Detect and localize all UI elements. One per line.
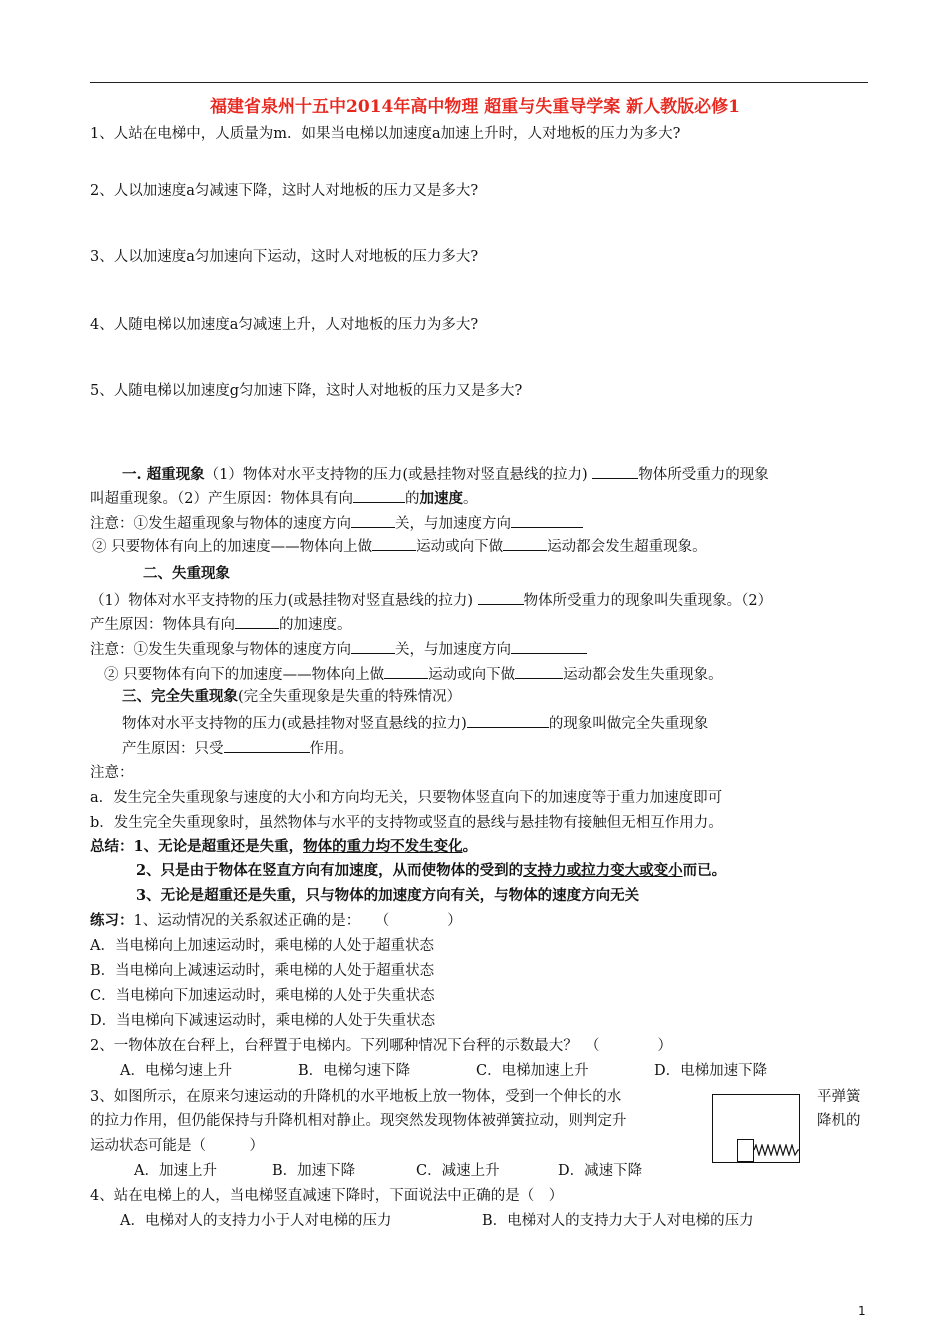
practice-q1 xyxy=(90,912,462,930)
text: 运动或向下做 xyxy=(428,667,516,683)
blank xyxy=(351,639,395,654)
elevator-spring-figure xyxy=(712,1094,800,1163)
text: 物体所受重力的现象叫失重现象。（2） xyxy=(523,593,773,609)
practice-q3-line-1: 3、如图所示，在原来匀速运动的升降机的水平地板上放一物体，受到一个伸长的水 xyxy=(90,1089,622,1105)
practice-q3-line-2: 的拉力作用，但仍能保持与升降机相对静止。现突然发现物体被弹簧拉动，则判定升 xyxy=(90,1113,627,1129)
practice-q4-option-a: A．电梯对人的支持力小于人对电梯的压力 xyxy=(120,1213,392,1229)
blank xyxy=(592,464,638,479)
text: 注意：①发生超重现象与物体的速度方向 xyxy=(90,516,351,532)
practice-q3-line-2-end: 降机的 xyxy=(817,1113,861,1129)
practice-q1-option-a: A．当电梯向上加速运动时，乘电梯的人处于超重状态 xyxy=(90,938,434,954)
text: 运动都会发生超重现象。 xyxy=(547,539,707,555)
summary-2 xyxy=(136,862,726,880)
text: 物体的重力均不发生变化 xyxy=(303,838,463,855)
section-3-heading: 三、完全失重现象 xyxy=(122,688,238,705)
section-1-line-1 xyxy=(122,464,769,484)
text: （1）物体对水平支持物的压力(或悬挂物对竖直悬线的拉力) xyxy=(204,467,593,483)
blank xyxy=(384,664,428,679)
practice-q1-option-b: B．当电梯向上减速运动时，乘电梯的人处于超重状态 xyxy=(90,963,435,979)
blank xyxy=(351,513,395,528)
section-3-note: 注意： xyxy=(90,765,134,781)
practice-q3-option-b: B．加速下降 xyxy=(272,1163,356,1179)
text: ② 只要物体有向上的加速度——物体向上做 xyxy=(92,539,373,555)
practice-q2-option-a: A．电梯匀速上升 xyxy=(120,1063,232,1079)
practice-q4-option-b: B．电梯对人的支持力大于人对电梯的压力 xyxy=(482,1213,754,1229)
practice-q1-option-d: D．当电梯向下减速运动时，乘电梯的人处于失重状态 xyxy=(90,1013,436,1029)
text: 的 xyxy=(404,491,420,507)
question-2: 2、人以加速度a匀减速下降，这时人对地板的压力又是多大? xyxy=(90,183,479,199)
text: 1、无论是超重还是失重， xyxy=(133,838,304,855)
section-1-heading: 一. 超重现象 xyxy=(122,466,205,483)
blank xyxy=(511,513,583,528)
text: 。 xyxy=(462,838,478,855)
summary-3: 3、无论是超重还是失重，只与物体的加速度方向有关，与物体的速度方向无关 xyxy=(136,887,640,904)
section-2-line-2 xyxy=(90,614,352,634)
practice-q1-option-c: C．当电梯向下加速运动时，乘电梯的人处于失重状态 xyxy=(90,988,435,1004)
practice-q3-option-a: A．加速上升 xyxy=(134,1163,217,1179)
header-rule xyxy=(90,82,868,83)
question-1: 1、人站在电梯中，人质量为m．如果当电梯以加速度a加速上升时，人对地板的压力为多大? xyxy=(90,126,681,142)
section-3-line-1 xyxy=(122,713,708,733)
text: ② 只要物体有向下的加速度——物体向上做 xyxy=(104,667,385,683)
practice-q3-option-d: D．减速下降 xyxy=(558,1163,643,1179)
text: 加速度 xyxy=(419,490,463,507)
text: 2、只是由于物体在竖直方向有加速度，从而使物体的受到的 xyxy=(136,862,524,879)
blank xyxy=(353,488,405,503)
practice-q2-option-d: D．电梯加速下降 xyxy=(654,1063,768,1079)
blank xyxy=(511,639,587,654)
text: 叫超重现象。（2）产生原因：物体具有向 xyxy=(90,491,353,507)
block xyxy=(737,1139,754,1162)
blank xyxy=(235,614,279,629)
page-title: 福建省泉州十五中2014年高中物理 超重与失重导学案 新人教版必修1 xyxy=(210,97,740,117)
text: 支持力或拉力变大或变小 xyxy=(523,862,683,879)
section-2-line-1 xyxy=(90,590,772,610)
text: 而已。 xyxy=(682,862,727,879)
blank xyxy=(224,738,310,753)
practice-label: 练习： xyxy=(90,912,134,929)
text: 作用。 xyxy=(309,741,353,757)
text: 注意：①发生失重现象与物体的速度方向 xyxy=(90,642,351,658)
section-1-note-1 xyxy=(90,513,583,533)
practice-q4: 4、站在电梯上的人，当电梯竖直减速下降时，下面说法中正确的是（ ） xyxy=(90,1188,564,1204)
section-3-note-a: a．发生完全失重现象与速度的大小和方向均无关，只要物体竖直向下的加速度等于重力加速度即可 xyxy=(90,790,723,806)
text: 物体对水平支持物的压力(或悬挂物对竖直悬线的拉力) xyxy=(122,716,467,732)
practice-q2: 2、一物体放在台秤上，台秤置于电梯内。下列哪种情况下台秤的示数最大？ （ ） xyxy=(90,1038,672,1054)
text: 关，与加速度方向 xyxy=(395,642,511,658)
practice-q2-option-c: C．电梯加速上升 xyxy=(476,1063,589,1079)
blank xyxy=(503,536,547,551)
text: 关，与加速度方向 xyxy=(395,516,511,532)
summary-label: 总结： xyxy=(90,838,134,855)
section-3-note-b: b．发生完全失重现象时，虽然物体与水平的支持物或竖直的悬线与悬挂物有接触但无相互作用力。 xyxy=(90,815,723,831)
question-3: 3、人以加速度a匀加速向下运动，这时人对地板的压力多大? xyxy=(90,249,479,265)
text: 运动或向下做 xyxy=(416,539,504,555)
blank xyxy=(515,664,563,679)
question-5: 5、人随电梯以加速度g匀加速下降，这时人对地板的压力又是多大? xyxy=(90,383,523,399)
section-2-note-1 xyxy=(90,639,587,659)
section-3-line-2 xyxy=(122,738,353,758)
practice-q3-option-c: C．减速上升 xyxy=(416,1163,500,1179)
blank xyxy=(467,713,549,728)
section-2-heading: 二、失重现象 xyxy=(143,565,230,582)
blank xyxy=(478,590,524,605)
section-2-note-2 xyxy=(104,664,723,684)
text: (完全失重现象是失重的特殊情况） xyxy=(238,689,462,705)
section-3-heading-line xyxy=(122,688,461,706)
practice-q3-line-1-end: 平弹簧 xyxy=(817,1089,861,1105)
spring-icon xyxy=(754,1144,800,1156)
page-number: 1 xyxy=(858,1304,866,1318)
summary-1 xyxy=(90,838,477,856)
text: （1）物体对水平支持物的压力(或悬挂物对竖直悬线的拉力) xyxy=(90,593,478,609)
text: 的加速度。 xyxy=(279,617,352,633)
text: 1、运动情况的关系叙述正确的是： （ ） xyxy=(133,913,462,929)
section-1-line-2 xyxy=(90,488,477,508)
question-4: 4、人随电梯以加速度a匀减速上升，人对地板的压力为多大? xyxy=(90,317,479,333)
section-1-note-2 xyxy=(92,536,707,556)
text: 产生原因：只受 xyxy=(122,741,224,757)
text: 运动都会发生失重现象。 xyxy=(563,667,723,683)
practice-q3-line-3: 运动状态可能是（ ） xyxy=(90,1138,264,1154)
text: 产生原因：物体具有向 xyxy=(90,617,235,633)
blank xyxy=(372,536,416,551)
text: 的现象叫做完全失重现象 xyxy=(548,716,709,732)
text: 物体所受重力的现象 xyxy=(638,467,769,483)
text: 。 xyxy=(462,491,478,507)
practice-q2-option-b: B．电梯匀速下降 xyxy=(298,1063,411,1079)
